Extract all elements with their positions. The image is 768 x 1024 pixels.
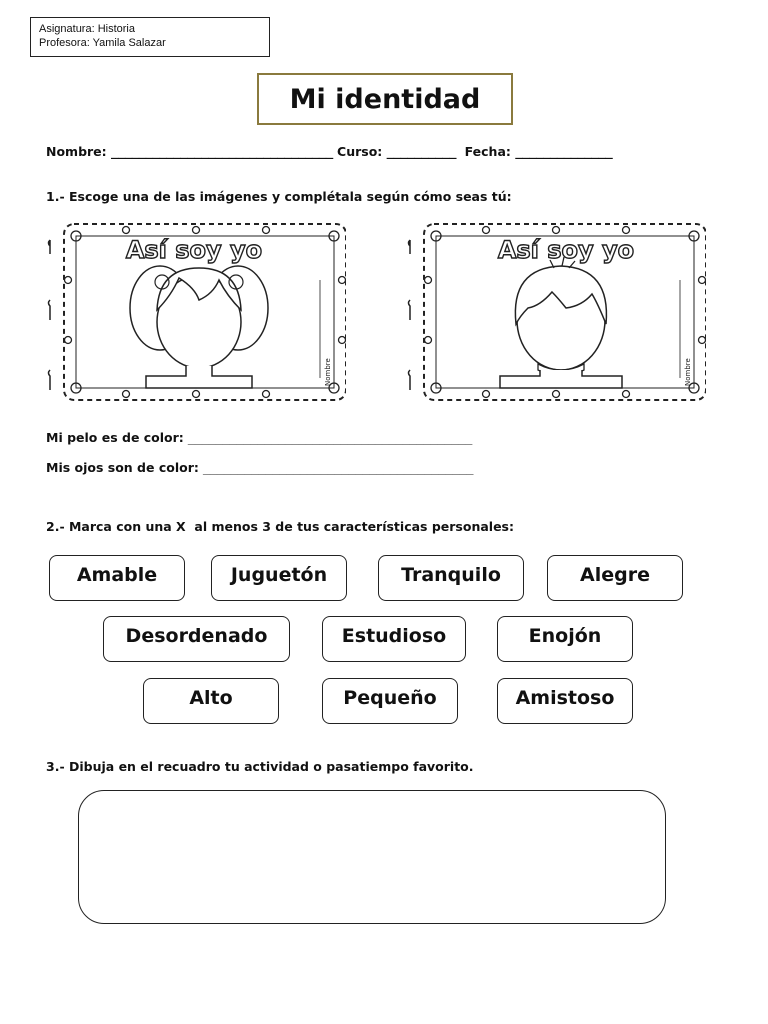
name-blank[interactable]: ________________________________ xyxy=(111,144,333,159)
section2-instruction: 2.- Marca con una X al menos 3 de tus características personales: xyxy=(46,519,514,534)
subject-info-box xyxy=(30,17,270,57)
trait-box-alto[interactable] xyxy=(143,678,279,724)
trait-label: Juguetón xyxy=(230,564,328,586)
hair-color-blank[interactable]: _________________________________________ xyxy=(187,430,472,445)
section1-instruction: 1.- Escoge una de las imágenes y complétala según cómo seas tú: xyxy=(46,189,512,204)
trait-label: Alegre xyxy=(580,564,650,586)
trait-label: Amable xyxy=(76,564,158,586)
teacher-label: Profesora: Yamila Salazar xyxy=(39,37,166,49)
section3-instruction: 3.- Dibuja en el recuadro tu actividad o pasatiempo favorito. xyxy=(46,759,474,774)
trait-box-alegre[interactable] xyxy=(547,555,683,601)
boy-card-name-label: Nombre xyxy=(684,358,692,386)
student-fields-row xyxy=(46,144,612,159)
trait-box-estudioso[interactable] xyxy=(322,616,466,662)
girl-card-illustration xyxy=(46,220,346,404)
date-label: Fecha: xyxy=(464,144,511,159)
eye-color-blank[interactable]: _______________________________________ xyxy=(202,460,473,475)
course-blank[interactable]: __________ xyxy=(386,144,456,159)
subject-label: Asignatura: Historia xyxy=(39,23,135,35)
date-blank[interactable]: ______________ xyxy=(515,144,613,159)
eye-color-label: Mis ojos son de color: xyxy=(46,460,199,475)
trait-label: Desordenado xyxy=(125,625,268,647)
girl-identity-card[interactable] xyxy=(46,220,346,404)
trait-label: Alto xyxy=(189,687,233,709)
course-label: Curso: xyxy=(337,144,383,159)
drawing-area[interactable] xyxy=(78,790,666,924)
trait-label: Amistoso xyxy=(515,687,615,709)
name-label: Nombre: xyxy=(46,144,107,159)
trait-label: Tranquilo xyxy=(401,564,501,586)
trait-box-amistoso[interactable] xyxy=(497,678,633,724)
page-title-box xyxy=(257,73,513,125)
boy-identity-card[interactable] xyxy=(406,220,706,404)
trait-box-enojon[interactable] xyxy=(497,616,633,662)
page-title: Mi identidad xyxy=(289,83,481,115)
trait-box-tranquilo[interactable] xyxy=(378,555,524,601)
boy-card-heading: Así soy yo xyxy=(497,236,635,264)
trait-box-jugueton[interactable] xyxy=(211,555,347,601)
hair-color-row xyxy=(46,430,472,445)
boy-card-illustration xyxy=(406,220,706,404)
trait-label: Estudioso xyxy=(341,625,447,647)
trait-box-pequeno[interactable] xyxy=(322,678,458,724)
trait-box-desordenado[interactable] xyxy=(103,616,290,662)
trait-label: Pequeño xyxy=(343,687,437,709)
trait-box-amable[interactable] xyxy=(49,555,185,601)
eye-color-row xyxy=(46,460,473,475)
hair-color-label: Mi pelo es de color: xyxy=(46,430,184,445)
girl-card-name-label: Nombre xyxy=(324,358,332,386)
girl-card-heading: Así soy yo xyxy=(125,236,263,264)
trait-label: Enojón xyxy=(528,625,602,647)
